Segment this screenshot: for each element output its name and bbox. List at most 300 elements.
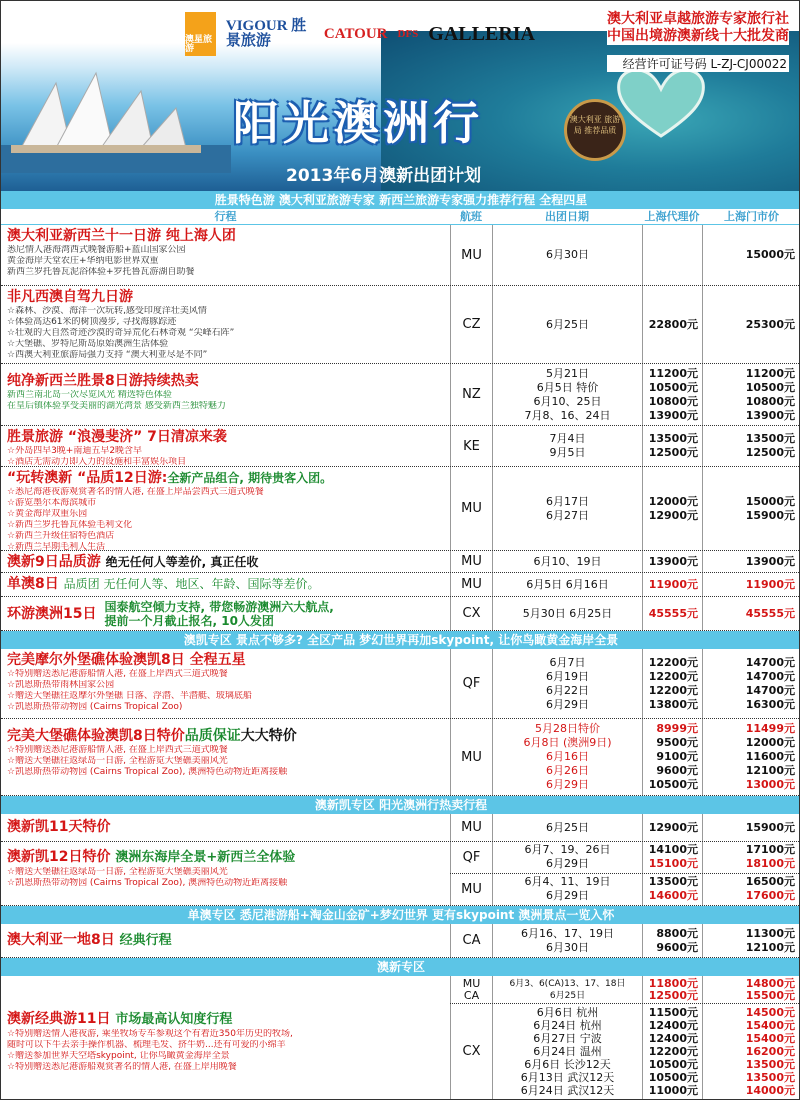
flight-cell: NZ xyxy=(450,364,492,425)
retail-price: 14500元 xyxy=(745,1006,795,1019)
agent-price: 11200元 xyxy=(648,366,698,380)
flight-cell: QF xyxy=(450,649,492,718)
agent-price-cell xyxy=(642,976,702,1003)
route-cell xyxy=(1,924,450,957)
agent-price: 8800元 xyxy=(656,926,698,940)
agent-price-cell xyxy=(642,649,702,718)
retail-price-cell xyxy=(702,874,800,905)
agent-price: 13900元 xyxy=(648,408,698,422)
retail-price-cell xyxy=(702,1004,800,1099)
sub-rows xyxy=(450,842,800,905)
retail-price: 14000元 xyxy=(745,1084,795,1097)
route-cell xyxy=(1,814,450,841)
section-banner-1: 胜景特色游 澳大利亚旅游专家 新西兰旅游专家强力推荐行程 全程四星 xyxy=(1,191,800,209)
flight-cell: KE xyxy=(450,426,492,466)
route-note: 提前一个月截止报名, 10人发团 xyxy=(104,613,274,628)
retail-price: 13900元 xyxy=(745,408,795,422)
route-title-main: 澳新9日品质游 xyxy=(7,554,101,570)
retail-price: 15400元 xyxy=(745,1019,795,1032)
agent-price: 10500元 xyxy=(648,778,698,791)
retail-price: 17600元 xyxy=(745,889,795,903)
date: 6月8日 (澳洲9日) xyxy=(523,736,612,749)
retail-price-cell xyxy=(702,573,800,596)
route-cell xyxy=(1,551,450,572)
dates-cell xyxy=(492,924,642,957)
agent-price: 13900元 xyxy=(648,554,698,568)
route-desc: ☆西澳大利亚旅游局强力支持 “澳大利亚尽是不同” xyxy=(7,350,208,360)
route-title xyxy=(7,469,444,487)
route-title-extra: 绝无任何人等差价, 真正任收 xyxy=(105,555,259,569)
route-desc: 随时可以下牛去亲手操作机器、梳理毛发、挤牛奶...还有可爱的小绵羊 xyxy=(7,1040,286,1050)
retail-price-cell xyxy=(702,225,800,285)
date: 6月27日 xyxy=(546,508,589,522)
route-desc: ☆外岛四早3晚+南迪五早2晚含早 xyxy=(7,446,143,456)
retail-price-cell xyxy=(702,814,800,841)
retail-price: 14800元 xyxy=(745,976,795,990)
agent-price: 45555元 xyxy=(648,606,698,620)
date: 5月30日 6月25日 xyxy=(522,606,613,620)
route-desc: ☆特别赠送悉尼港游船情人港, 在盛上岸西式三道式晚餐 xyxy=(7,745,228,755)
route-cell xyxy=(1,573,450,596)
route-title-main: 澳新经典游11日 xyxy=(7,1011,111,1027)
route-desc: ☆壮观的大自然奇迹沙漠的奇异荒化石林奇观 “尖峰石阵” xyxy=(7,328,235,338)
dates-cell xyxy=(492,286,642,363)
agent-price: 12200元 xyxy=(648,683,698,697)
route-title-main: “玩转澳新 “品质12日游: xyxy=(7,470,168,486)
seal-badge xyxy=(564,99,626,161)
retail-price: 15000元 xyxy=(745,248,795,261)
agent-price: 10500元 xyxy=(648,1071,698,1084)
logo-aoxing: 澳星旅游 xyxy=(185,12,216,56)
date: 6月25日 xyxy=(546,820,589,834)
route-desc: ☆凯恩斯热带动物园 (Cairns Tropical Zoo), 澳洲特色动物近距离接触 xyxy=(7,767,288,777)
col-header-dates: 出团日期 xyxy=(545,210,589,223)
retail-price: 15000元 xyxy=(745,494,795,508)
retail-price: 15400元 xyxy=(745,1032,795,1045)
retail-price-cell xyxy=(702,467,800,550)
route-desc: ☆酒店无需动力即入力的设施和丰富娱乐项目 xyxy=(7,457,187,466)
route-desc: ☆特别赠送悉尼港游船情人港, 在盛上岸西式三道式晚餐 xyxy=(7,669,228,679)
route-desc: ☆特别赠送悉尼港游船观赏著名的情人港, 在盛上岸用晚餐 xyxy=(7,1062,237,1072)
table-row xyxy=(1,573,800,597)
sub-row xyxy=(450,976,800,1004)
retail-price: 13900元 xyxy=(745,554,795,568)
table-header xyxy=(1,209,800,225)
route-desc: ☆赠送大堡礁往返摩尔外堡礁 日落、浮潜、半潜艇、玻璃底船 xyxy=(7,691,252,701)
date: 6月25日 xyxy=(549,990,586,1001)
retail-price: 12000元 xyxy=(745,736,795,749)
route-desc: ☆凯恩斯热带雨林国家公园 xyxy=(7,680,115,690)
route-desc: ☆凯恩斯热带动物园 (Cairns Tropical Zoo), 澳洲特色动物近距离接触 xyxy=(7,878,288,888)
retail-price-cell xyxy=(702,976,800,1003)
route-title xyxy=(7,1010,444,1029)
agent-price-cell xyxy=(642,924,702,957)
logo-galleria: GALLERIA xyxy=(428,23,535,45)
retail-price: 25300元 xyxy=(745,317,795,331)
route-cell xyxy=(1,364,450,425)
route-cell xyxy=(1,286,450,363)
route-title-extra: 大大特价 xyxy=(240,728,297,744)
route-title-extra: 市场最高认知度行程 xyxy=(115,1012,233,1027)
sub-rows xyxy=(450,976,800,1100)
route-cell xyxy=(1,426,450,466)
date: 6月7日 xyxy=(549,655,586,669)
agent-price: 10500元 xyxy=(648,380,698,394)
route-desc: ☆黄金海岸双重乐园 xyxy=(7,509,88,519)
route-cell xyxy=(1,842,450,905)
date: 6月30日 xyxy=(546,248,589,261)
agent-price: 11000元 xyxy=(648,1084,698,1097)
date: 6月10、25日 xyxy=(533,394,602,408)
route-title-extra: 经典行程 xyxy=(119,933,172,948)
date: 6月26日 xyxy=(546,764,589,777)
retail-price: 13500元 xyxy=(745,1071,795,1084)
logo-dfs: DFS xyxy=(397,27,419,40)
logo-catour: CATOUR xyxy=(323,25,388,42)
flight-cell: MU xyxy=(450,573,492,596)
route-cell xyxy=(1,719,450,795)
retail-price: 12100元 xyxy=(745,764,795,777)
table-row xyxy=(1,649,800,719)
agent-price: 14600元 xyxy=(648,889,698,903)
date: 6月4、11、19日 xyxy=(524,875,611,889)
agent-price-cell xyxy=(642,573,702,596)
route-title: 纯净新西兰胜景8日游持续热卖 xyxy=(7,373,199,389)
route-cell xyxy=(1,976,450,1100)
license-number: 经营许可证号码 L-ZJ-CJ00022 xyxy=(607,55,789,72)
agency-info xyxy=(607,11,789,72)
route-desc: ☆赠送大堡礁往返绿岛一日游, 全程游览大堡礁美丽风光 xyxy=(7,867,228,877)
agency-line-2: 中国出境游澳新线十大批发商 xyxy=(607,28,789,44)
date: 6月17日 xyxy=(546,494,589,508)
date: 6月22日 xyxy=(546,683,589,697)
agent-price: 22800元 xyxy=(648,317,698,331)
route-title xyxy=(7,727,444,745)
retail-price: 10500元 xyxy=(745,380,795,394)
agent-price-cell xyxy=(642,814,702,841)
route-note: 国泰航空倾力支持, 带您畅游澳洲六大航点, xyxy=(104,599,334,614)
flight-cell xyxy=(450,976,492,1003)
date: 5月21日 xyxy=(546,366,589,380)
route-title xyxy=(7,931,444,950)
flight-cell: MU xyxy=(450,874,492,905)
date: 6月19日 xyxy=(546,669,589,683)
col-header-retail-price: 上海门市价 xyxy=(724,210,779,223)
section-banner-3: 澳新凯专区 阳光澳洲行热卖行程 xyxy=(1,796,800,814)
agent-price: 13800元 xyxy=(648,697,698,711)
dates-cell xyxy=(492,649,642,718)
date: 6月5日 6月16日 xyxy=(526,577,609,591)
retail-price: 14700元 xyxy=(745,683,795,697)
retail-price-cell xyxy=(702,597,800,630)
agency-line-1: 澳大利亚卓越旅游专家旅行社 xyxy=(607,11,789,27)
retail-price: 11200元 xyxy=(745,366,795,380)
dates-cell xyxy=(492,467,642,550)
dates-cell xyxy=(492,426,642,466)
retail-price-cell xyxy=(702,842,800,873)
retail-price: 11600元 xyxy=(745,750,795,763)
route-title xyxy=(7,575,444,593)
agent-price: 12200元 xyxy=(648,655,698,669)
table-row xyxy=(1,924,800,958)
heart-reef-icon xyxy=(611,61,711,141)
retail-price: 15900元 xyxy=(745,508,795,522)
main-title: 阳光澳洲行 xyxy=(233,96,483,150)
date: 6月3、6(CA)13、17、18日 xyxy=(509,978,626,989)
route-desc: ☆特别赠送情人港夜游, 乘坐牧场专车参观这个有着近350年历史的牧场, xyxy=(7,1029,293,1039)
route-desc: 新西兰罗托鲁瓦泥浴体验+罗托鲁瓦游湖自助餐 xyxy=(7,267,195,277)
date: 7月8、16、24日 xyxy=(524,408,611,422)
route-title-main: 澳大利亚一地8日 xyxy=(7,932,115,948)
retail-price: 12100元 xyxy=(745,940,795,954)
section-banner-2: 澳凯专区 景点不够多? 全区产品 梦幻世界再加skypoint, 让你鸟瞰黄金海岸全景 xyxy=(1,631,800,649)
route-desc: 新西兰南北岛一次尽览风光 精选特色体验 xyxy=(7,390,172,400)
dates-cell xyxy=(492,573,642,596)
route-title: 完美摩尔外堡礁体验澳凯8日 全程五星 xyxy=(7,652,246,668)
route-title-extra: 澳洲东海岸全景+新西兰全体验 xyxy=(115,850,296,865)
route-title-extra: 品质团 无任何人等、地区、年龄、国际等差价。 xyxy=(63,577,320,591)
route-desc: ☆赠送大堡礁往返绿岛一日游, 全程游览大堡礁美丽风光 xyxy=(7,756,228,766)
col-header-route: 行程 xyxy=(214,210,237,223)
agent-price: 12400元 xyxy=(648,1019,698,1032)
dates-cell xyxy=(492,874,642,905)
flight-cell: MU xyxy=(450,467,492,550)
agent-price: 10500元 xyxy=(648,1058,698,1071)
agent-price: 13500元 xyxy=(648,875,698,889)
agent-price: 11900元 xyxy=(648,577,698,591)
table-row xyxy=(1,551,800,573)
agent-price-cell xyxy=(642,426,702,466)
retail-price: 11900元 xyxy=(745,577,795,591)
table-row xyxy=(1,976,800,1100)
agent-price: 15100元 xyxy=(648,857,698,871)
date: 6月29日 xyxy=(546,857,589,871)
agent-price-cell xyxy=(642,551,702,572)
route-cell xyxy=(1,649,450,718)
sub-row xyxy=(450,874,800,905)
retail-price-cell xyxy=(702,924,800,957)
dates-cell xyxy=(492,976,642,1003)
retail-price: 13500元 xyxy=(745,1058,795,1071)
date: 6月27日 宁波 xyxy=(533,1032,602,1045)
dates-cell xyxy=(492,551,642,572)
route-title-main: 单澳8日 xyxy=(7,576,59,592)
flight-cell: CX xyxy=(450,597,492,630)
route-desc: ☆悉尼海港夜游观赏著名的情人港, 在盛上岸品尝西式三道式晚餐 xyxy=(7,487,264,497)
agent-price: 12200元 xyxy=(648,1045,698,1058)
route-cell xyxy=(1,225,450,285)
flight-cell: CX xyxy=(450,1004,492,1099)
route-title: 胜景旅游 “浪漫斐济” 7日清凉来袭 xyxy=(7,429,227,445)
agent-price: 10800元 xyxy=(648,394,698,408)
route-desc: ☆体验高达61米的树顶漫步, 寻找海豚踪迹 xyxy=(7,317,177,327)
flight-cell: CZ xyxy=(450,286,492,363)
seal-text: 澳大利亚 旅游局 推荐品质 xyxy=(569,115,621,135)
route-title: 澳大利亚新西兰十一日游 纯上海人团 xyxy=(7,228,236,244)
date: 6月24日 杭州 xyxy=(533,1019,602,1032)
flight: CA xyxy=(463,988,480,1002)
route-title xyxy=(7,848,444,867)
agent-price: 11800元 xyxy=(648,976,698,990)
table-row xyxy=(1,364,800,426)
flight: MU xyxy=(462,976,481,990)
agent-price-cell xyxy=(642,467,702,550)
route-desc: 黄金海岸天堂农庄+华纳电影世界双重 xyxy=(7,256,159,266)
table-row xyxy=(1,286,800,364)
dates-cell xyxy=(492,1004,642,1099)
route-cell xyxy=(1,467,450,550)
retail-price: 16500元 xyxy=(745,875,795,889)
table-row xyxy=(1,225,800,286)
route-title-extra: 品质保证 xyxy=(184,728,241,744)
table-row xyxy=(1,597,800,631)
retail-price-cell xyxy=(702,551,800,572)
flight-cell: MU xyxy=(450,551,492,572)
route-title: 非凡西澳自驾九日游 xyxy=(7,289,133,305)
route-desc: ☆大堡礁、罗特尼斯岛原始澳洲生活体验 xyxy=(7,339,169,349)
retail-price-cell xyxy=(702,649,800,718)
retail-price: 45555元 xyxy=(745,606,795,620)
retail-price: 16300元 xyxy=(745,697,795,711)
date: 5月28日特价 xyxy=(535,722,600,735)
agent-price: 9600元 xyxy=(656,764,698,777)
col-header-agent-price: 上海代理价 xyxy=(644,210,700,223)
agent-price: 13500元 xyxy=(648,432,698,445)
section-banner-4: 单澳专区 悉尼港游船+淘金山金矿+梦幻世界 更有skypoint 澳洲景点一览入怀 xyxy=(1,906,800,924)
retail-price: 11499元 xyxy=(745,722,795,735)
agent-price: 12500元 xyxy=(648,988,698,1002)
route-desc: ☆凯恩斯热带动物园 (Cairns Tropical Zoo) xyxy=(7,702,183,712)
date: 6月13日 武汉12天 xyxy=(520,1071,615,1084)
agent-price: 12900元 xyxy=(648,508,698,522)
date: 7月4日 xyxy=(549,432,586,445)
agent-price: 12200元 xyxy=(648,669,698,683)
header-banner xyxy=(1,1,800,191)
dates-cell xyxy=(492,842,642,873)
route-title-main: 完美大堡礁体验澳凯8日特价 xyxy=(7,728,185,744)
agent-price-cell xyxy=(642,719,702,795)
date: 6月29日 xyxy=(546,889,589,903)
retail-price: 13500元 xyxy=(745,432,795,445)
route-cell xyxy=(1,597,450,630)
flight-cell: MU xyxy=(450,814,492,841)
dates-cell xyxy=(492,364,642,425)
retail-price-cell xyxy=(702,364,800,425)
date: 6月24日 温州 xyxy=(533,1045,602,1058)
retail-price: 13000元 xyxy=(745,778,795,791)
agent-price: 14100元 xyxy=(648,843,698,857)
agent-price: 9100元 xyxy=(656,750,698,763)
route-desc: ☆新西兰罗托鲁瓦体验毛利文化 xyxy=(7,520,133,530)
retail-price: 15900元 xyxy=(745,820,795,834)
retail-price-cell xyxy=(702,426,800,466)
retail-price: 14700元 xyxy=(745,669,795,683)
retail-price: 10800元 xyxy=(745,394,795,408)
section-banner-5: 澳新专区 xyxy=(1,958,800,976)
table-row xyxy=(1,426,800,467)
sub-row xyxy=(450,1004,800,1099)
route-title: 澳新凯11天特价 xyxy=(7,819,111,835)
date: 6月30日 xyxy=(546,940,589,954)
route-desc: ☆游览墨尔本海滨城市 xyxy=(7,498,97,508)
retail-price: 18100元 xyxy=(745,857,795,871)
retail-price-cell xyxy=(702,286,800,363)
date: 6月10、19日 xyxy=(533,554,602,568)
route-desc: ☆赠送参加世界天空塔skypoint, 让你鸟瞰黄金海岸全景 xyxy=(7,1051,230,1061)
retail-price: 15500元 xyxy=(745,988,795,1002)
date: 6月25日 xyxy=(546,317,589,331)
flight-cell: CA xyxy=(450,924,492,957)
agent-price-cell xyxy=(642,842,702,873)
table-row xyxy=(1,719,800,796)
schedule-table xyxy=(1,191,800,1100)
route-title-main: 澳新凯12日特价 xyxy=(7,849,111,865)
table-row xyxy=(1,814,800,842)
agent-price-cell xyxy=(642,874,702,905)
flight-cell: MU xyxy=(450,225,492,285)
agent-price: 12500元 xyxy=(648,446,698,459)
agent-price-cell xyxy=(642,364,702,425)
date: 6月7、19、26日 xyxy=(524,843,611,857)
logo-strip xyxy=(185,11,535,57)
dates-cell xyxy=(492,814,642,841)
opera-house-icon xyxy=(1,53,231,173)
route-desc: ☆新西兰早期毛利人生活 xyxy=(7,542,106,550)
dates-cell xyxy=(492,225,642,285)
flight-cell: QF xyxy=(450,842,492,873)
dates-cell xyxy=(492,719,642,795)
date: 6月6日 杭州 xyxy=(536,1006,599,1019)
date: 6月29日 xyxy=(546,778,589,791)
retail-price: 14700元 xyxy=(745,655,795,669)
col-header-flight: 航班 xyxy=(460,210,482,223)
date: 6月16日 xyxy=(546,750,589,763)
table-row xyxy=(1,842,800,906)
agent-price: 9600元 xyxy=(656,940,698,954)
agent-price-cell xyxy=(642,597,702,630)
route-title-extra xyxy=(104,600,333,628)
route-title: 环游澳洲15日 xyxy=(7,605,97,622)
agent-price-cell xyxy=(642,225,702,285)
date: 9月5日 xyxy=(549,446,586,459)
agent-price: 9500元 xyxy=(656,736,698,749)
route-desc: 在皇后镇体验享受美丽的湖光湾景 感受新西兰独特魅力 xyxy=(7,401,226,411)
date: 6月5日 特价 xyxy=(536,380,599,394)
flight-cell: MU xyxy=(450,719,492,795)
table-row xyxy=(1,467,800,551)
agent-price: 12400元 xyxy=(648,1032,698,1045)
agent-price: 8999元 xyxy=(656,722,698,735)
date: 6月29日 xyxy=(546,697,589,711)
sub-row xyxy=(450,842,800,874)
retail-price: 17100元 xyxy=(745,843,795,857)
agent-price: 12900元 xyxy=(648,820,698,834)
logo-vigour: VIGOUR 胜景旅游 xyxy=(225,18,307,49)
agent-price-cell xyxy=(642,1004,702,1099)
dates-cell xyxy=(492,597,642,630)
date: 6月16、17、19日 xyxy=(521,926,614,940)
date: 6月6日 长沙12天 xyxy=(524,1058,611,1071)
date: 6月24日 武汉12天 xyxy=(520,1084,615,1097)
agent-price: 11500元 xyxy=(648,1006,698,1019)
retail-price-cell xyxy=(702,719,800,795)
main-subtitle: 2013年6月澳新出团计划 xyxy=(286,166,482,186)
route-desc: ☆新西兰升级住宿特色酒店 xyxy=(7,531,115,541)
route-desc: 悉尼情人港海湾西式晚餐游船+蓝山国家公园 xyxy=(7,245,186,255)
agent-price-cell xyxy=(642,286,702,363)
route-desc: ☆森林、沙漠、海洋一次玩转,感受印度洋壮美风情 xyxy=(7,306,207,316)
route-title-extra: 全新产品组合, 期待贵客入团。 xyxy=(167,471,333,485)
